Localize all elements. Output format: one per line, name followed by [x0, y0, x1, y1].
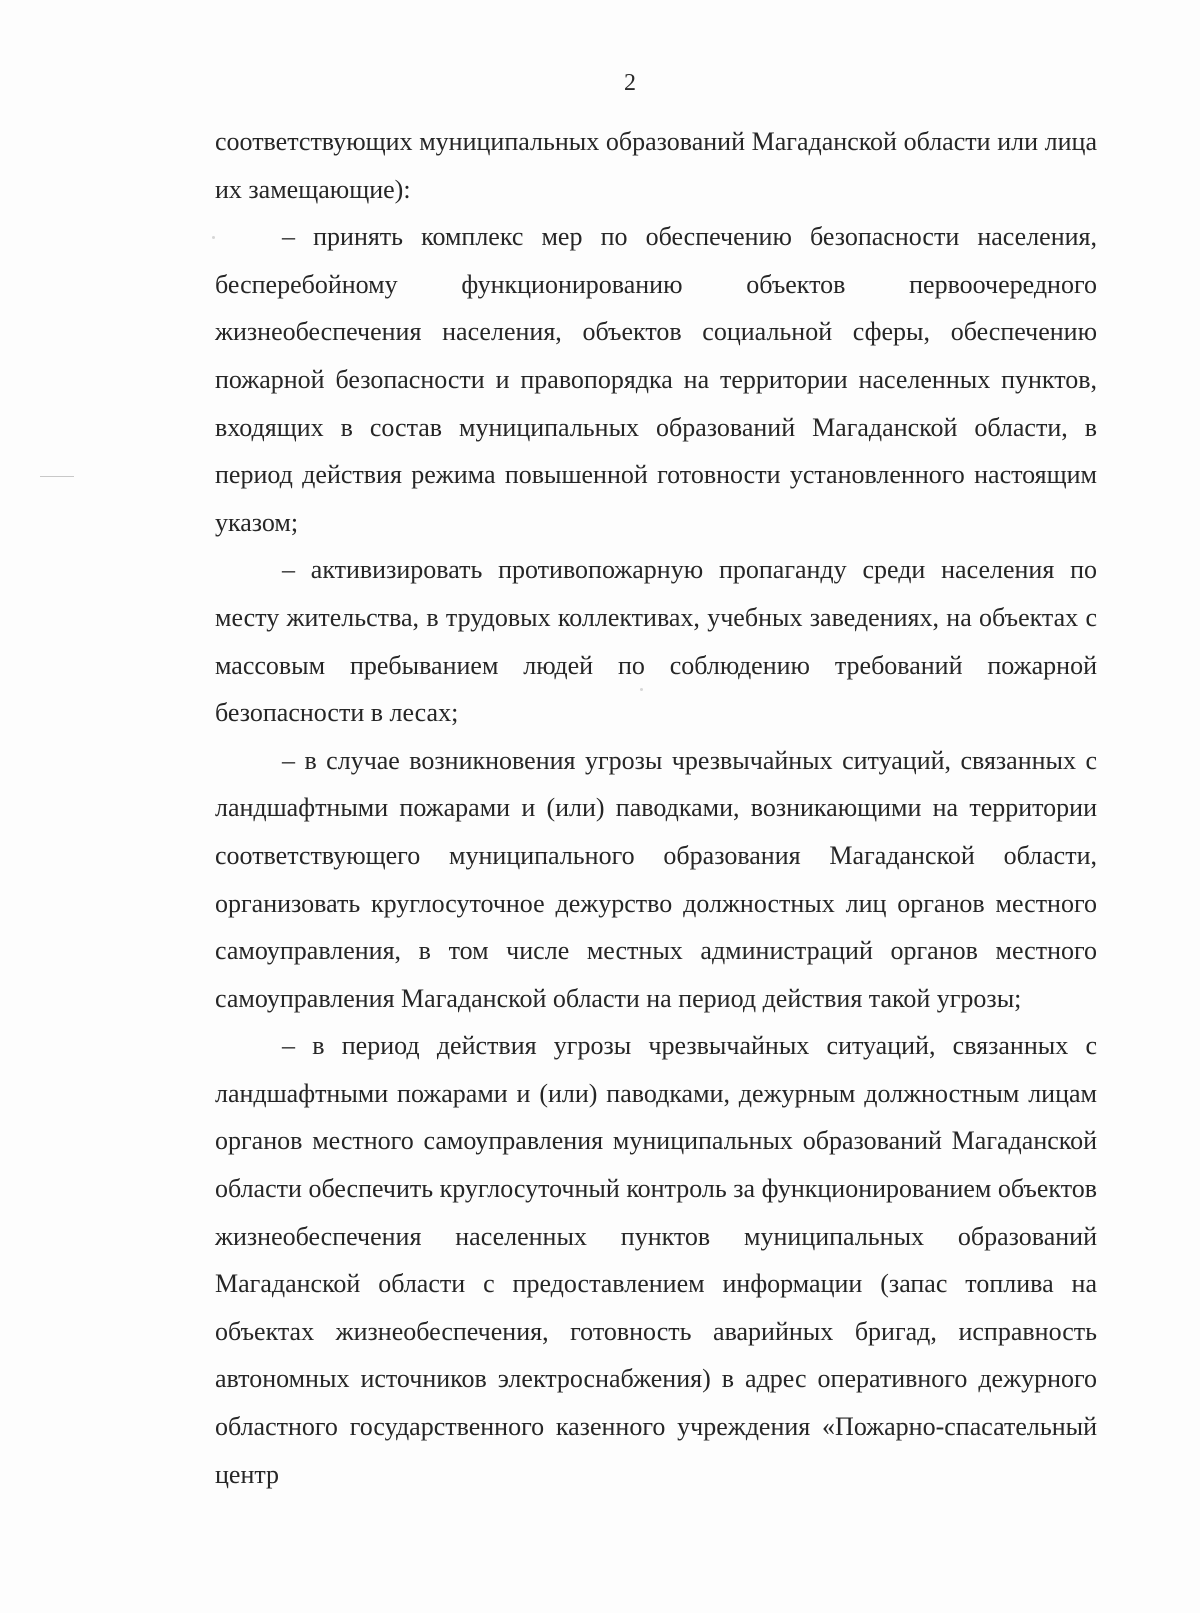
paragraph-life-support-control: – в период действия угрозы чрезвычайных ситуаций, связанных с ландшафтными пожарами и (или) паводками, дежурным должностным лицам органов местного самоуправления муниципальных образований Магаданской области обеспечить круглосуточный контроль за функционированием объектов жизнеобеспечения населенных пунктов муниципальных образований Магаданской области с предоставлением информации (запас топлива на объектах жизнеобеспечения, готовность аварийных бригад, исправность автономных источников электроснабжения) в адрес оперативного дежурного областного государственного казенного учреждения «Пожарно-спасательный центр — [215, 1031, 1097, 1489]
page-number: 2 — [624, 70, 636, 96]
scan-margin-mark — [40, 476, 74, 477]
paragraph-round-the-clock-duty: – в случае возникновения угрозы чрезвычайных ситуаций, связанных с ландшафтными пожарами и (или) паводками, возникающими на территории соответствующего муниципального образования Магаданской области, организовать круглосуточное дежурство должностных лиц органов местного самоуправления, в том числе местных администраций органов местного самоуправления Магаданской области на период действия такой угрозы; — [215, 745, 1097, 1013]
document-body — [215, 118, 1097, 1498]
paragraph-continuation: соответствующих муниципальных образований Магаданской области или лица их замещающие): — [215, 127, 1097, 204]
paragraph-fire-propaganda: – активизировать противопожарную пропаганду среди населения по месту жительства, в трудовых коллективах, учебных заведениях, на объектах с массовым пребыванием людей по соблюдению требований пожарной безопасности в лесах; — [215, 555, 1097, 728]
paragraph-safety-measures: – принять комплекс мер по обеспечению безопасности населения, бесперебойному функционированию объектов первоочередного жизнеобеспечения населения, объектов социальной сферы, обеспечению пожарной безопасности и правопорядка на территории населенных пунктов, входящих в состав муниципальных образований Магаданской области, в период действия режима повышенной готовности установленного настоящим указом; — [215, 222, 1097, 537]
